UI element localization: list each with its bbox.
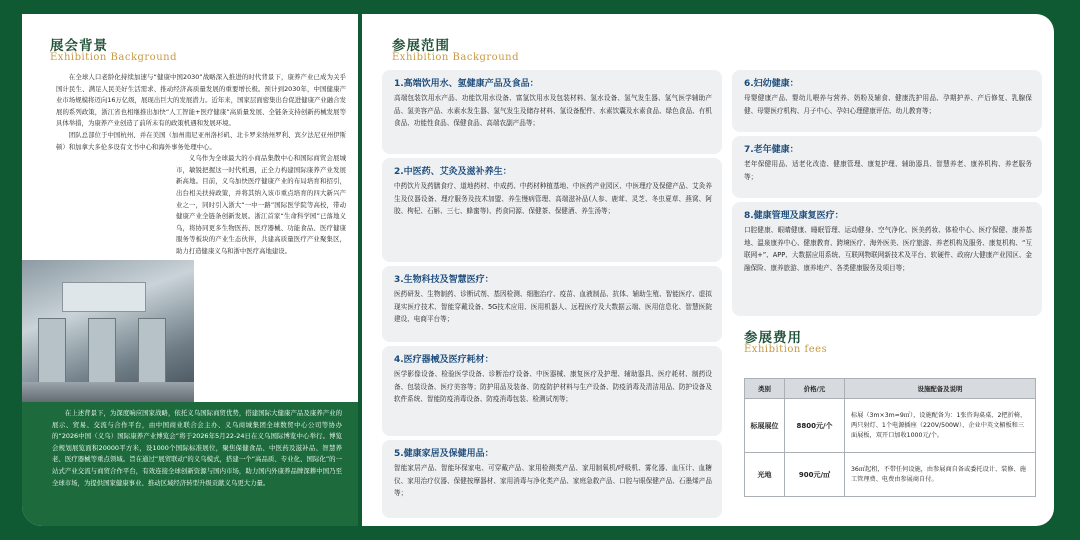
scope-card-title: 2.中医药、艾灸及滋补养生： — [394, 167, 512, 177]
hall-rack — [138, 318, 166, 388]
fees-header-desc: 设施配备及说明 — [845, 379, 1036, 399]
fees-subtitle: Exhibition fees — [744, 344, 828, 355]
hall-rack — [88, 318, 116, 388]
scope-card-title: 6.妇幼健康： — [744, 79, 799, 89]
fees-table — [744, 378, 1036, 497]
scope-card-7 — [732, 136, 1042, 198]
scope-card-body: 老年保健用品、适老化改造、健康管理、康复护理、辅助器具、智慧养老、康养机构、养老服务等； — [744, 160, 1032, 181]
hall-screen — [62, 282, 146, 312]
background-title: 展会背景 — [50, 38, 108, 54]
highlight-paragraph: 在上述背景下，为深度响应国家战略，依托义乌国际商贸优势，搭建国际大健康产品及康养产业的展示、贸易、交流与合作平台，由中国商业联合会主办、义乌商城集团全球数贸中心公司等协办的“2026中国（义乌）国际康养产业博览会”将于2026年5月22-24日在义乌国际博览中心举行。博览会规划展览面积20000平方米，设1000个国际标准展位，聚焦保健食品、中医药及滋补品、智慧养老、医疗器械等重点领域。旨在通过“展贸联动”的义乌模式，搭建一个“高品质、专业化、国际化”的一站式产业交流与商贸合作平台，有效连接全球创新资源与国内市场，助力国内外康养品牌深耕中国乃至全球市场，为提供国家健康事业、推动区域经济转型升级贡献义乌更大力量。 — [52, 409, 342, 487]
fees-header-category: 类别 — [745, 379, 785, 399]
fees-desc: 36㎡起租，不带任何设施，由参展商自备或委托设计、装修、施工管理费、电费由参展商自付。 — [845, 453, 1036, 497]
fees-row — [745, 453, 1036, 497]
fees-price: 8800元/个 — [785, 399, 845, 453]
scope-card-body: 母婴健康产品、婴幼儿喂养与营养、奶粉及辅食、健康洗护用品、孕期护养、产后修复、乳腺保健、母婴医疗机构、月子中心、孕妇心理健康评估、幼儿教育等； — [744, 94, 1032, 115]
fees-category: 标展展位 — [745, 399, 785, 453]
scope-card-body: 高端包装饮用水产品、功能饮用水设备、富氢饮用水及包装材料、氢水设备、氢气发生器、氢气医学辅助产品、氢美容产品、水素水发生器、氢气发生及储存材料、氢设备配件、水素饮囊及水素食品、绿色食品、有机食品、功能性食品、保健食品、高端农副产品等； — [394, 94, 712, 128]
fees-price: 900元/㎡ — [785, 453, 845, 497]
scope-card-5 — [382, 440, 722, 518]
background-highlight-box — [22, 402, 358, 526]
background-text — [56, 72, 346, 258]
scope-card-body: 医药研发、生物制药、诊断试剂、基因检测、细胞治疗、疫苗、血液制品、抗体、辅助生殖、智能医疗、虚拟现实医疗技术、智能穿戴设备、5G技术应用、医用机器人、远程医疗及大数据云端、医用信息化、智慧医院建设、电商平台等； — [394, 290, 712, 324]
scope-card-body: 中药饮片及药膳食疗、道地药材、中成药、中药材种植基地、中医药产业园区、中医理疗及保健产品、艾灸养生及仪器设备、理疗服务及技术加盟、养生慢病管理、高端滋补品(人参、鹿茸、灵芝、冬虫夏草、燕窝、阿胶、枸杞、石斛、三七、蜂蜜等)、药食同源、保健茶、保健酒、养生汤等； — [394, 182, 712, 216]
scope-card-2 — [382, 158, 722, 262]
fees-row — [745, 399, 1036, 453]
background-paragraph: 在全球人口老龄化持续加速与“健康中国2030”战略深入推进的时代背景下，康养产业已成为关乎国计民生、满足人民美好生活需求、推动经济高质量发展的重要增长极。预计到2030年，中国健康产业市场规模将迈向16万亿级，展现出巨大的发展潜力。近年来，国家层面密集出台促进健康产业融合发展的系列政策，浙江省也相继推出加快“人工智能+医疗健康”高质量发展、全链条支持创新药械发展等具体举措，为康养产业创造了前所未有的政策机遇和发展环境。 — [56, 73, 346, 128]
scope-subtitle: Exhibition Background — [392, 52, 519, 63]
hall-rack — [38, 318, 66, 388]
scope-card-title: 7.老年健康： — [744, 145, 799, 155]
scope-card-3 — [382, 266, 722, 342]
fees-desc: 标展（3m×3m=9㎡），设施配备为：1张咨询桌桌、2把折椅、两只射灯、1个电源插座（220V/500W）、企业中英文楣板和三面展板，双开口加收1000元/个。 — [845, 399, 1036, 453]
fees-header-price: 价格/元 — [785, 379, 845, 399]
scope-card-title: 5.健康家居及保健用品： — [394, 449, 494, 459]
fees-title: 参展费用 — [744, 330, 802, 346]
hall-floor — [22, 382, 194, 404]
scope-card-body: 智能家居产品、智能环保家电、可穿戴产品、家用检测类产品、家用制氧机/呼吸机、雾化器、血压计、血糖仪、家用治疗仪器、保健按摩器材、家用消毒与净化类产品、家庭急救产品、口腔与眼保健产品、石墨烯产品等； — [394, 464, 712, 498]
scope-card-8 — [732, 202, 1042, 316]
fees-category: 光地 — [745, 453, 785, 497]
scope-card-title: 8.健康管理及康复医疗： — [744, 211, 844, 221]
scope-card-1 — [382, 70, 722, 154]
scope-card-title: 1.高端饮用水、氢健康产品及食品： — [394, 79, 539, 89]
scope-card-body: 口腔健康、眼睛健康、睡眠管理、运动健身、空气净化、医美药妆、体检中心、医疗保健、康养基地、温泉康养中心、健康教育、跨境医疗、海外医美、医疗旅游、养老机构及服务、康复机构、“互联网+”、APP、大数据应用系统、互联网物联网新技术及平台、软硬件、政府/大健康产业园区、金融保险、康养旅游、康养地产、各类健康服务及项目等； — [744, 226, 1032, 272]
scope-card-title: 3.生物科技及智慧医疗： — [394, 275, 494, 285]
scope-title: 参展范围 — [392, 38, 450, 54]
background-paragraph: 义乌作为全球最大的小商品集散中心和国际商贸会展城市，敏锐把握这一时代机遇，正全力构建国际康养产业发展新高地。目前，义乌加快医疗健康产业的布局培育和招引，出台相关扶持政策，并将其纳入该市重点培育的四大新兴产业之一，同时引入浙大“一中一路”国际医学院等高校，带动健康产业全链条创新发展。浙江首家“生命科学园”已落地义乌，将协同更多生物医药、医疗器械、功能食品、医疗健康服务等板块的产业生态伙伴，共建高质量医疗产业聚集区，助力打造健康义乌和浙中医疗高地建设。 — [176, 154, 346, 255]
scope-card-body: 医学影像设备、检验医学设备、诊断治疗设备、中医器械、康复医疗及护理、辅助器具、医疗耗材、制药设备、包装设备、医疗美容等；防护用品及装备、防疫防护材料与生产设备、防疫消毒及清洁用品、防护设备及软件系统、智能防疫消毒设备、防疫消毒包装、检测试剂等； — [394, 370, 712, 404]
background-subtitle: Exhibition Background — [50, 52, 177, 63]
exhibition-scope-panel — [362, 14, 1054, 526]
fees-header-row — [745, 379, 1036, 399]
exhibition-background-panel — [22, 14, 358, 526]
scope-card-4 — [382, 346, 722, 436]
background-paragraph: 团队总部位于中国杭州、并在美国（加州南尼亚州洛杉矶、北卡罗来纳州罗利、宾夕法尼亚州伊斯顿）和加拿大多伦多设有文书中心和海外事务处理中心。 — [56, 130, 346, 151]
exhibition-hall-photo — [22, 260, 194, 404]
scope-card-title: 4.医疗器械及医疗耗材： — [394, 355, 494, 365]
scope-card-6 — [732, 70, 1042, 132]
